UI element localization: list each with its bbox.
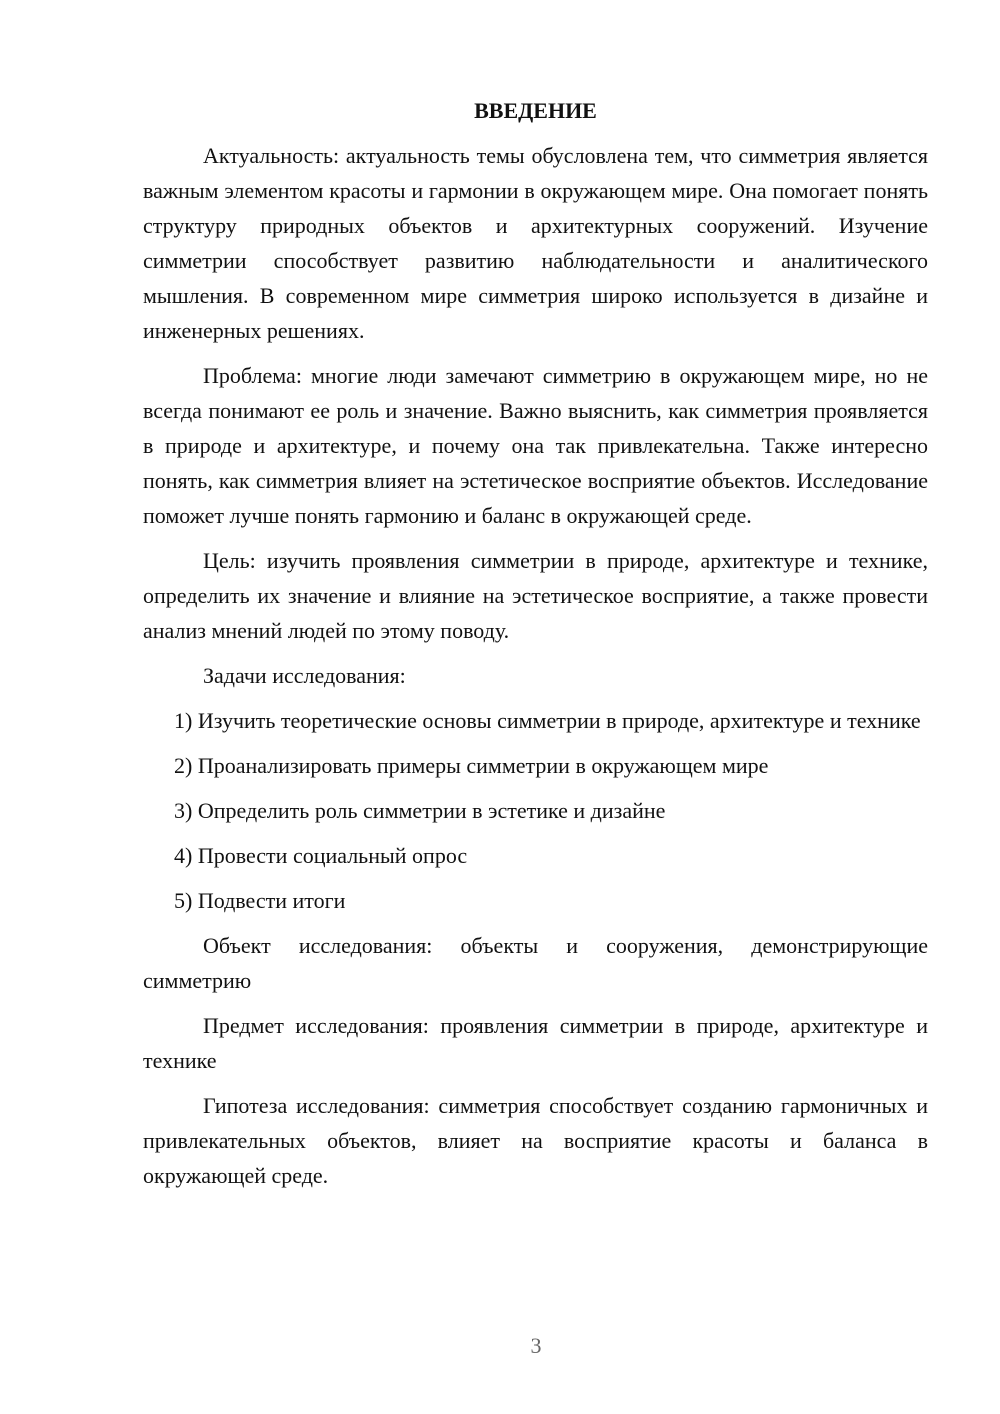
task-item-5: 5) Подвести итоги — [174, 888, 346, 913]
tasks-title: Задачи исследования: — [203, 663, 406, 688]
task-item-2: 2) Проанализировать примеры симметрии в окружающем мире — [174, 753, 769, 778]
subject-paragraph: Предмет исследования: проявления симметрии в природе, архитектуре и технике — [143, 1013, 928, 1073]
section-heading: ВВЕДЕНИЕ — [474, 98, 597, 123]
object-paragraph: Объект исследования: объекты и сооружения, демонстрирующие симметрию — [143, 933, 928, 993]
goal-paragraph: Цель: изучить проявления симметрии в природе, архитектуре и технике, определить их значение и влияние на эстетическое восприятие, а также провести анализ мнений людей по этому поводу. — [143, 548, 928, 643]
relevance-paragraph: Актуальность: актуальность темы обусловлена тем, что симметрия является важным элементом красоты и гармонии в окружающем мире. Она помогает понять структуру природных объектов и архитектурных сооружений. Изучение симметрии способствует развитию наблюдательности и аналитического мышления. В современном мире симметрия широко используется в дизайне и инженерных решениях. — [143, 143, 928, 343]
task-item-3: 3) Определить роль симметрии в эстетике и дизайне — [174, 798, 666, 823]
hypothesis-paragraph: Гипотеза исследования: симметрия способствует созданию гармоничных и привлекательных объектов, влияет на восприятие красоты и баланса в окружающей среде. — [143, 1093, 928, 1188]
task-item-1: 1) Изучить теоретические основы симметрии в природе, архитектуре и технике — [174, 708, 921, 733]
task-item-4: 4) Провести социальный опрос — [174, 843, 468, 868]
page-number: 3 — [530, 1333, 542, 1358]
problem-paragraph: Проблема: многие люди замечают симметрию в окружающем мире, но не всегда понимают ее роль и значение. Важно выяснить, как симметрия проявляется в природе и архитектуре, и почему она так привлекательна. Также интересно понять, как симметрия влияет на эстетическое восприятие объектов. Исследование поможет лучше понять гармонию и баланс в окружающей среде. — [143, 363, 928, 528]
page-content — [143, 93, 928, 1203]
